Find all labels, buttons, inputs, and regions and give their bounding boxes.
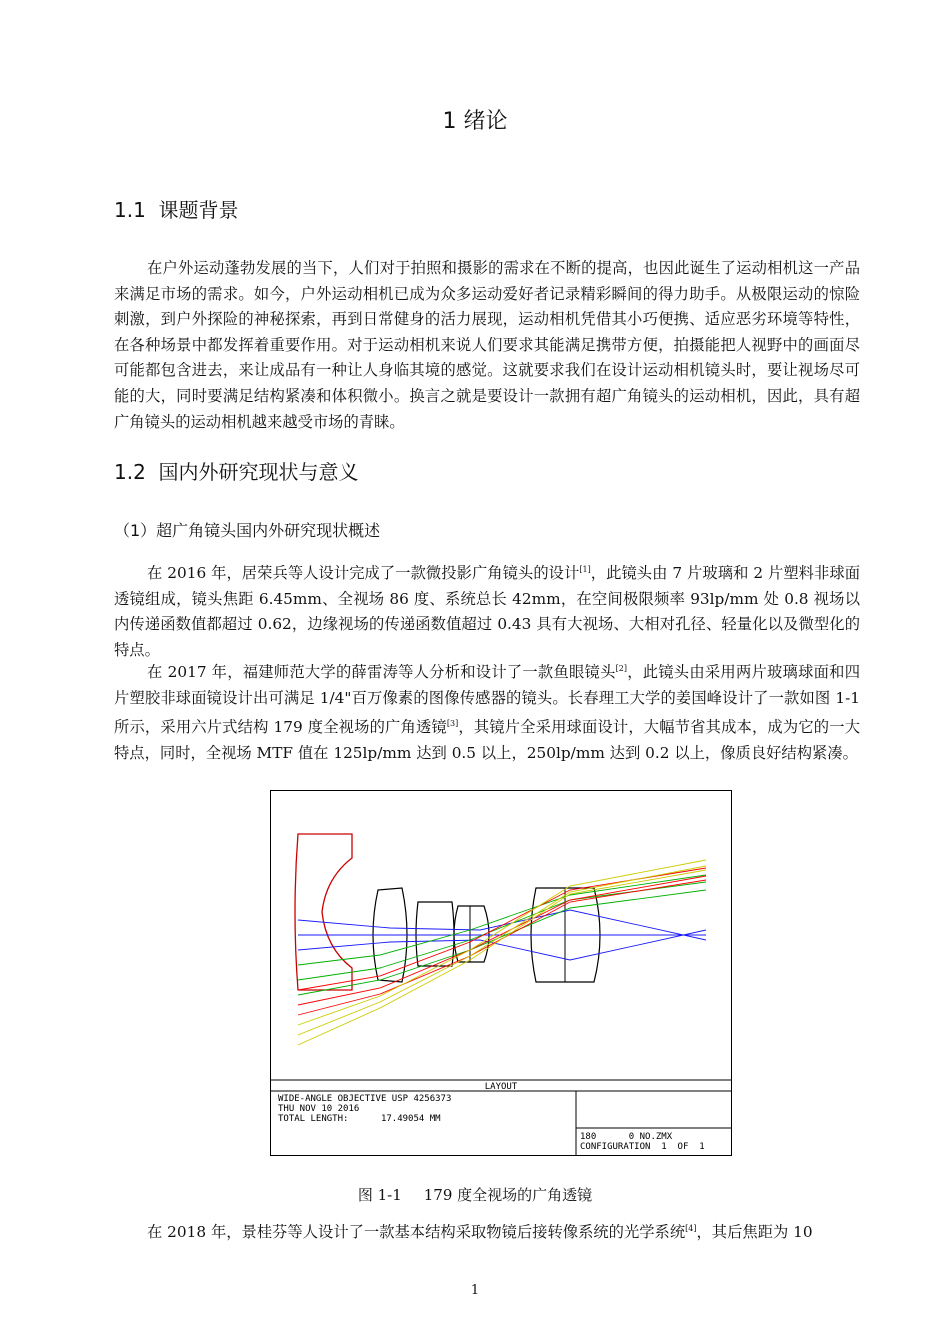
section-heading-status: [114, 456, 359, 485]
layout-label: LAYOUT: [484, 1082, 518, 1092]
lens-layout-figure: [270, 790, 732, 1156]
paragraph-2018-study: 在 2018 年，景桂芬等人设计了一款基本结构采取物镜后接转像系统的光学系统[4]，其后焦距为 10: [147, 1223, 813, 1241]
section-number: 1.1: [114, 198, 146, 222]
section-heading-background: [114, 194, 239, 223]
paragraph-2017-study: 在 2017 年，福建师范大学的薛雷涛等人分析和设计了一款鱼眼镜头[2]，此镜头由采用两片玻璃球面和四片塑胶非球面镜设计出可满足 1/4"百万像素的图像传感器的镜头。长春理工大学的姜国峰设计了一款如图 1-1 所示，采用六片式结构 179 度全视场的广角透镜[3]，其镜片全采用球面设计，大幅节省其成本，成为它的一大特点，同时，全视场 MTF 值在 125lp/mm 达到 0.5 以上，250lp/mm 达到 0.2 以上，像质良好结构紧凑。: [114, 663, 860, 762]
configuration-label: CONFIGURATION 1 OF 1: [580, 1142, 705, 1152]
lens-description: WIDE-ANGLE OBJECTIVE USP 4256373: [278, 1094, 452, 1104]
file-code: 180 0 NO.ZMX: [580, 1132, 673, 1142]
paragraph-background: 在户外运动蓬勃发展的当下，人们对于拍照和摄影的需求在不断的提高，也因此诞生了运动相机这一产品来满足市场的需求。如今，户外运动相机已成为众多运动爱好者记录精彩瞬间的得力助手。从极限运动的惊险刺激，到户外探险的神秘探索，再到日常健身的活力展现，运动相机凭借其小巧便携、适应恶劣环境等特性，在各种场景中都发挥着重要作用。对于运动相机来说人们要求其能满足携带方便，拍摄能把人视野中的画面尽可能都包含进去，来让成品有一种让人身临其境的感觉。这就要求我们在设计运动相机镜头时，要让视场尽可能的大，同时要满足结构紧凑和体积微小。换言之就是要设计一款拥有超广角镜头的运动相机，因此，具有超广角镜头的运动相机越来越受市场的青睐。: [114, 259, 860, 431]
citation-ref[interactable]: [2]: [615, 664, 627, 673]
section-number: 1.2: [114, 460, 146, 484]
lens-date: THU NOV 10 2016: [278, 1104, 360, 1114]
figure-number: 图 1-1: [357, 1186, 402, 1204]
paragraph-2016-study: 在 2016 年，居荣兵等人设计完成了一款微投影广角镜头的设计[1]，此镜头由 7 片玻璃和 2 片塑料非球面透镜组成，镜头焦距 6.45mm、全视场 86 度、系统总长 42mm，在空间极限频率 93lp/mm 处 0.8 视场以内传递函数值都超过 0.62，边缘视场的传递函数值超过 0.43 具有大视场、大相对孔径、轻量化以及微型化的特点。: [114, 564, 860, 659]
citation-ref[interactable]: [1]: [579, 565, 591, 574]
section-title: 国内外研究现状与意义: [158, 460, 359, 484]
figure-caption: [0, 1184, 950, 1205]
section-title: 课题背景: [158, 198, 239, 222]
citation-ref[interactable]: [4]: [685, 1224, 697, 1233]
citation-ref[interactable]: [3]: [446, 719, 459, 729]
page-number: 1: [470, 1283, 480, 1298]
subsection-heading: （1）超广角镜头国内外研究现状概述: [114, 521, 381, 540]
figure-caption-text: 179 度全视场的广角透镜: [423, 1186, 593, 1204]
total-length: TOTAL LENGTH: 17.49054 MM: [278, 1114, 441, 1124]
chapter-title: 1 绪论: [442, 109, 508, 134]
lens-layout-drawing: [270, 790, 732, 1156]
